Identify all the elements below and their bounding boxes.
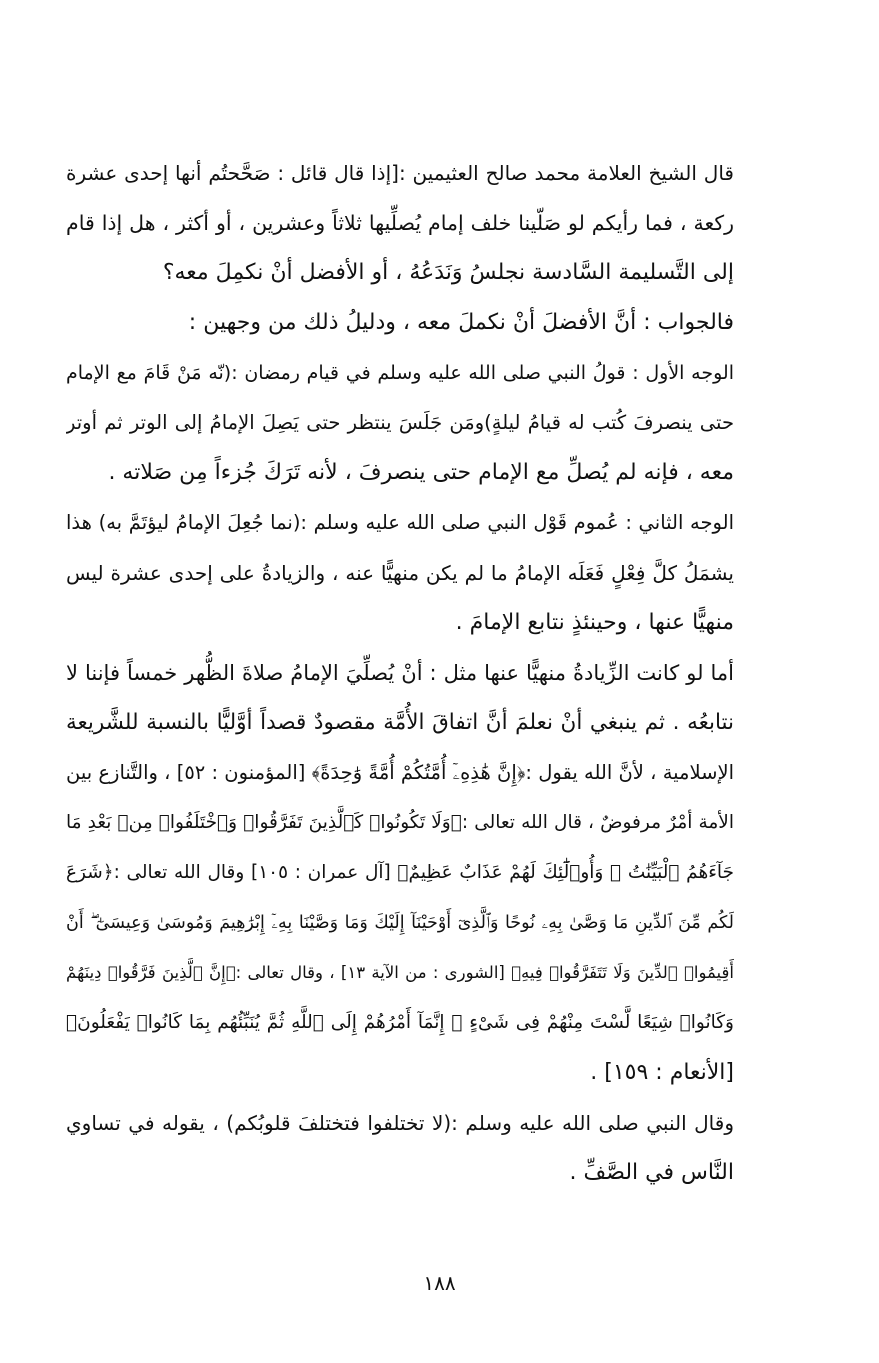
text-line: نتابعُه . ثم ينبغي أنْ نعلمَ أنَّ اتفاقَ الأُمَّة مقصودٌ قصداً أوَّليًّا بالنسبة للشَّريعة	[66, 710, 734, 735]
text-line: قال الشيخ العلامة محمد صالح العثيمين :[إذا قال قائل : صَحَّحتُم أنها إحدى عشرة	[66, 161, 734, 185]
text-line: يشمَلُ كلَّ فِعْلٍ فَعَلَه الإمامُ ما لم يكن منهيًّا عنه ، والزيادةُ على إحدى عشرة ليس	[66, 561, 734, 585]
body-text	[66, 148, 734, 1198]
text-line: الإسلامية ، لأنَّ الله يقول :﴿إِنَّ هَٰذِهِۦٓ أُمَّتُكُمْ أُمَّةً وَٰحِدَةً﴾ [المؤمنون : ٥٢] ، والتَّنازع بين	[66, 761, 734, 784]
text-line: فالجواب : أنَّ الأفضلَ أنْ نكملَ معه ، ودليلُ ذلك من وجهين :	[188, 310, 734, 335]
page-number: ١٨٨	[423, 1271, 456, 1295]
text-line: منهيًّا عنها ، وحينئذٍ نتابع الإمامَ .	[455, 610, 734, 635]
text-line: وقال النبي صلى الله عليه وسلم :(لا تختلفوا فتختلفَ قلوبُكم) ، يقوله في تساوي	[66, 1111, 734, 1135]
text-line: حتى ينصرفَ كُتب له قيامُ ليلةٍ)ومَن جَلَسَ ينتظر حتى يَصِلَ الإمامُ إلى الوتر ثم أوتر	[66, 411, 734, 434]
text-line: ركعة ، فما رأيكم لو صَلّينا خلف إمام يُصلِّيها ثلاثاً وعشرين ، أو أكثر ، هل إذا قام	[66, 211, 734, 235]
text-line: معه ، فإنه لم يُصلِّ مع الإمام حتى ينصرفَ ، لأنه تَرَكَ جُزءاً مِن صَلاته .	[108, 460, 734, 485]
text-line: أَقِيمُوا۟ ٱلدِّينَ وَلَا تَتَفَرَّقُوا۟ فِيهِ﴾ [الشورى : من الآية ١٣] ، وقال تعالى :﴿إِنَّ ٱلَّذِينَ فَرَّقُوا۟ دِينَهُمْ	[66, 963, 734, 982]
text-line: جَآءَهُمُ ٱلْبَيِّنَٰتُ ۚ وَأُو۟لَٰٓئِكَ لَهُمْ عَذَابٌ عَظِيمٌ﴾ [آل عمران : ١٠٥] وقال الله تعالى :﴿شَرَعَ	[66, 862, 734, 883]
text-line: الوجه الثاني : عُموم قَوْل النبي صلى الله عليه وسلم :(نما جُعِلَ الإمامُ ليؤتَمَّ به) هذا	[66, 511, 734, 534]
text-line: وَكَانُوا۟ شِيَعًا لَّسْتَ مِنْهُمْ فِى شَىْءٍ ۚ إِنَّمَآ أَمْرُهُمْ إِلَى ٱللَّهِ ثُمَّ يُنَبِّئُهُم بِمَا كَانُوا۟ يَفْعَلُونَ﴾	[66, 1012, 734, 1033]
text-line: لَكُم مِّنَ ٱلدِّينِ مَا وَصَّىٰ بِهِۦ نُوحًا وَٱلَّذِىٓ أَوْحَيْنَآ إِلَيْكَ وَمَا وَصَّيْنَا بِهِۦٓ إِبْرَٰهِيمَ وَمُوسَىٰ وَعِيسَىٰٓ ۖ أَنْ	[66, 913, 734, 933]
text-line: [الأنعام : ١٥٩] .	[590, 1060, 734, 1085]
text-line: النَّاس في الصَّفِّ .	[569, 1160, 734, 1185]
text-line: الوجه الأول : قولُ النبي صلى الله عليه وسلم في قيام رمضان :(نّه مَنْ قَامَ مع الإمام	[66, 362, 734, 384]
text-line: إلى التَّسليمة السَّادسة نجلسُ وَنَدَعُهُ ، أو الأفضل أنْ نكمِلَ معه؟	[162, 260, 734, 285]
text-line: أما لو كانت الزِّيادةُ منهيًّا عنها مثل : أنْ يُصلِّيَ الإمامُ صلاةَ الظُّهر خمساً فإننا لا	[66, 661, 734, 685]
text-line: الأمة أمْرٌ مرفوضٌ ، قال الله تعالى :﴿وَلَا تَكُونُوا۟ كَٱلَّذِينَ تَفَرَّقُوا۟ وَٱخْتَلَفُوا۟ مِنۢ بَعْدِ مَا	[66, 812, 734, 833]
